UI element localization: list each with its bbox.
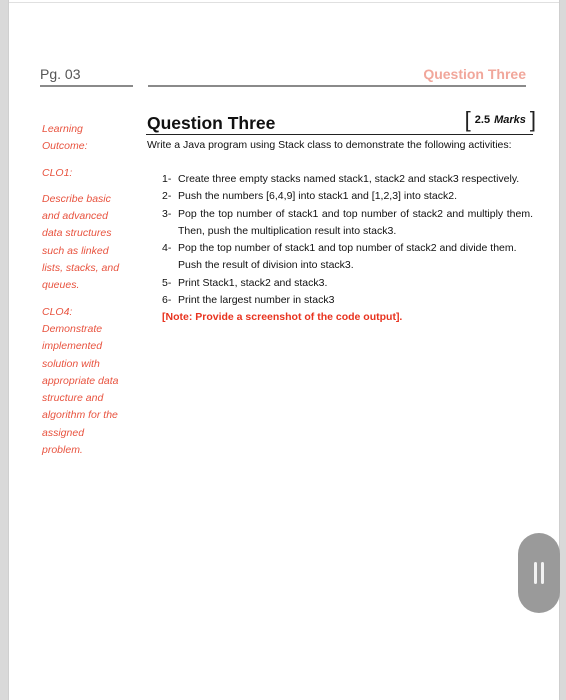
marks-badge: [465, 109, 536, 131]
scroll-handle-icon[interactable]: [518, 533, 560, 613]
clo4-description: Demonstrate implemented solution with appropriate data structure and algorithm for the assigned problem.: [42, 322, 119, 457]
clo4-label: CLO4:: [42, 305, 73, 318]
marks-word: Marks: [494, 114, 526, 126]
learning-outcomes-sidebar: [42, 121, 132, 459]
top-rule: [9, 2, 559, 3]
list-item: 4- Pop the top number of stack1 and top number of stack2 and divide them. Push the result of division into stack3.: [162, 242, 517, 272]
learning-outcome-heading: Learning Outcome:: [42, 123, 88, 153]
page-number: Pg. 03: [40, 66, 133, 87]
list-item: 6- Print the largest number in stack3: [162, 294, 335, 307]
close-bracket-icon: ]: [529, 107, 536, 132]
clo1-description: Describe basic and advanced data structures such as linked lists, stacks, and queues.: [42, 192, 120, 292]
note-text: [Note: Provide a screenshot of the code output].: [162, 311, 403, 324]
question-intro: Write a Java program using Stack class to demonstrate the following activities:: [147, 139, 512, 151]
question-content: [146, 107, 536, 326]
clo1-label: CLO1:: [42, 166, 73, 179]
marks-value: 2.5: [474, 114, 491, 126]
question-title-row: [146, 107, 536, 135]
open-bracket-icon: [: [464, 107, 471, 132]
document-page: [8, 0, 560, 700]
section-header: Question Three: [148, 66, 526, 87]
task-list: [146, 171, 533, 309]
list-item: 5- Print Stack1, stack2 and stack3.: [162, 276, 328, 289]
question-title: Question Three: [147, 113, 276, 133]
list-item: 2- Push the numbers [6,4,9] into stack1 and [1,2,3] into stack2.: [162, 190, 457, 203]
list-item: 1- Create three empty stacks named stack1, stack2 and stack3 respectively.: [162, 173, 520, 185]
list-item: 3- Pop the top number of stack1 and top number of stack2 and multiply them. Then, push the multiplication result into stack3.: [162, 207, 533, 237]
